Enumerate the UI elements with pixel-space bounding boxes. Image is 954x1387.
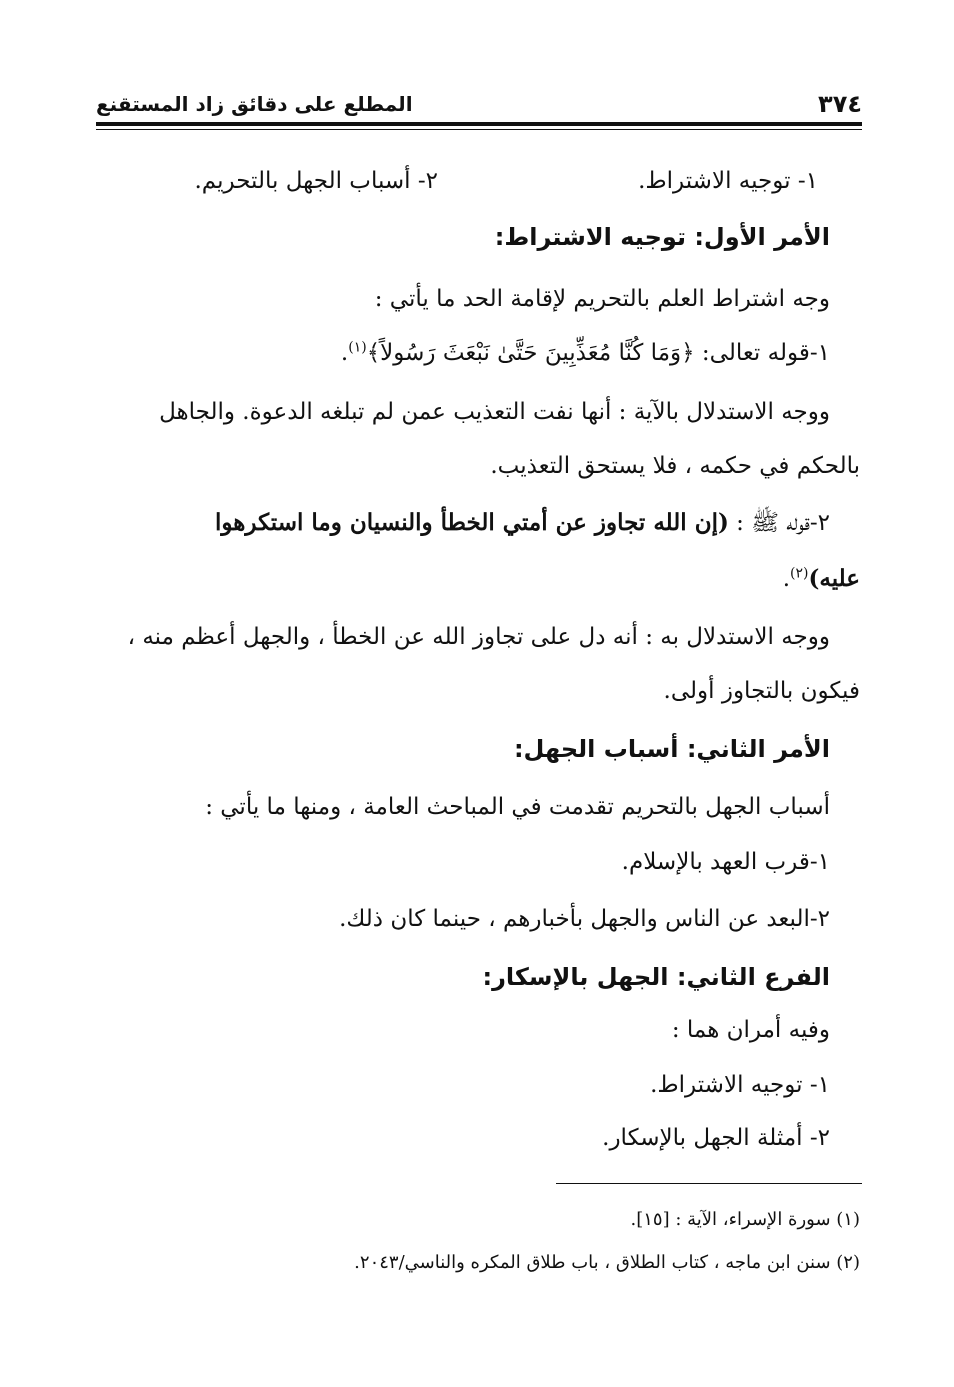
paragraph: ووجه الاستدلال بالآية : أنها نفت التعذيب عمن لم تبلغه الدعوة. والجاهل: [159, 399, 830, 425]
paragraph: فيكون بالتجاوز أولى.: [663, 678, 860, 704]
header-rule-thick: [96, 122, 862, 126]
page-header: [96, 90, 862, 124]
section-heading: الفرع الثاني: الجهل بالإسكار:: [482, 963, 830, 991]
hadith-text: (إن الله تجاوز عن أمتي الخطأ والنسيان وما استكرهوا: [215, 509, 729, 536]
paragraph: بالحكم في حكمه ، فلا يستحق التعذيب.: [490, 453, 860, 479]
section-heading: الأمر الثاني: أسباب الجهل:: [513, 735, 830, 763]
footnote-separator: [556, 1183, 862, 1184]
list-item: ٢-البعد عن الناس والجهل بأخبارهم ، حينما كان ذلك.: [339, 906, 830, 932]
list-item: ١- توجيه الاشتراط.: [638, 168, 818, 194]
paragraph: أسباب الجهل بالتحريم تقدمت في المباحث العامة ، ومنها ما يأتي :: [205, 794, 830, 820]
paragraph: ووجه الاستدلال به : أنه دل على تجاوز الله عن الخطأ ، والجهل أعظم منه ،: [127, 624, 830, 650]
list-item: ١- توجيه الاشتراط.: [650, 1072, 830, 1098]
hadith-text: عليه): [808, 565, 860, 592]
footnote-marker: (٢): [790, 565, 809, 582]
paragraph: وجه اشتراط العلم بالتحريم لإقامة الحد ما يأتي :: [374, 286, 830, 312]
page-number: ٣٧٤: [818, 90, 862, 118]
list-item: ٢- أسباب الجهل بالتحريم.: [194, 168, 438, 194]
footnote-marker: (١): [348, 339, 367, 356]
list-item: ١-قرب العهد بالإسلام.: [621, 849, 830, 875]
section-heading: الأمر الأول: توجيه الاشتراط:: [494, 223, 830, 251]
hadith-intro: ٢-قوله ﷺ :: [728, 510, 830, 536]
hadith-paragraph-end: عليه)$^{(٢)}$.: [782, 565, 860, 592]
paragraph: وفيه أمران هما :: [671, 1017, 830, 1043]
header-rule-thin: [96, 129, 862, 130]
quran-citation-paragraph: ١-قوله تعالى: ﴿وَمَا كُنَّا مُعَذِّبِينَ حَتَّىٰ نَبْعَثَ رَسُولاً﴾$^{(١)}$.: [340, 339, 830, 366]
list-item: ٢- أمثلة الجهل بالإسكار.: [602, 1125, 830, 1151]
footnote: (١) سورة الإسراء، الآية : [١٥].: [630, 1209, 860, 1230]
quran-verse: ١-قوله تعالى: ﴿وَمَا كُنَّا مُعَذِّبِينَ حَتَّىٰ نَبْعَثَ رَسُولاً﴾: [366, 340, 830, 366]
footnote: (٢) سنن ابن ماجه ، كتاب الطلاق ، باب طلاق المكره والناسي/٢٠٤٣.: [354, 1252, 860, 1273]
running-title: المطلع على دقائق زاد المستقنع: [96, 92, 413, 116]
hadith-paragraph: [215, 506, 830, 540]
